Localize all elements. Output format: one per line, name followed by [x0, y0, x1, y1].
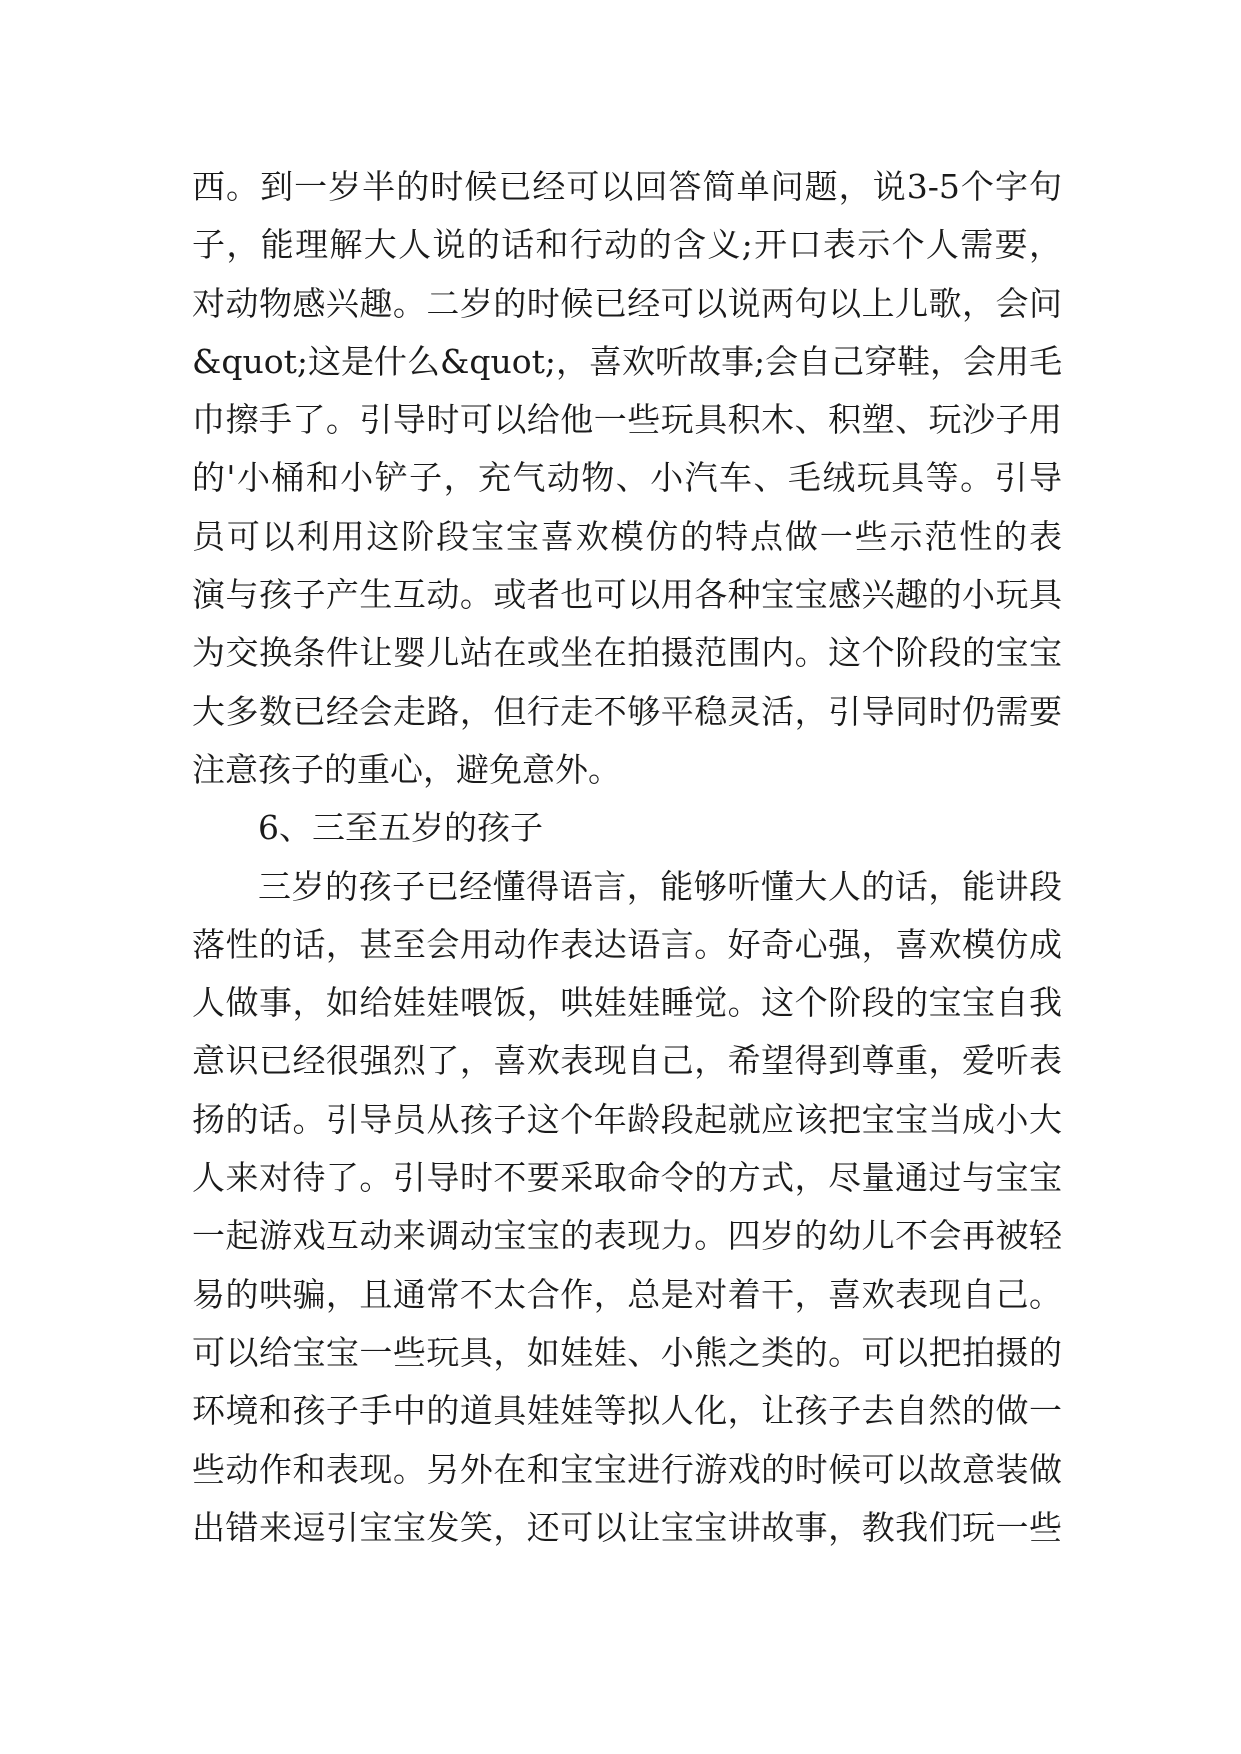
text-line: 可以给宝宝一些玩具，如娃娃、小熊之类的。可以把拍摄的: [192, 1332, 1062, 1372]
text-line: &quot;这是什么&quot;，喜欢听故事;会自己穿鞋，会用毛: [192, 341, 1063, 381]
text-line: 对动物感兴趣。二岁的时候已经可以说两句以上儿歌，会问: [192, 283, 1062, 323]
section-heading: 6、三至五岁的孩子: [258, 808, 543, 848]
text-line: 易的哄骗，且通常不太合作，总是对着干，喜欢表现自己。: [192, 1274, 1062, 1314]
text-line: 子，能理解大人说的话和行动的含义;开口表示个人需要，: [192, 225, 1062, 265]
text-line: 些动作和表现。另外在和宝宝进行游戏的时候可以故意装做: [192, 1449, 1062, 1489]
text-line: 扬的话。引导员从孩子这个年龄段起就应该把宝宝当成小大: [192, 1099, 1062, 1139]
text-line: 出错来逗引宝宝发笑，还可以让宝宝讲故事，教我们玩一些: [192, 1507, 1062, 1547]
text-line: 意识已经很强烈了，喜欢表现自己，希望得到尊重，爱听表: [192, 1041, 1062, 1081]
text-line: 注意孩子的重心，避免意外。: [192, 749, 621, 789]
text-line: 人来对待了。引导时不要采取命令的方式，尽量通过与宝宝: [192, 1158, 1062, 1198]
text-line: 的'小桶和小铲子，充气动物、小汽车、毛绒玩具等。引导: [192, 458, 1062, 498]
text-line: 大多数已经会走路，但行走不够平稳灵活，引导同时仍需要: [192, 691, 1062, 731]
text-line: 三岁的孩子已经懂得语言，能够听懂大人的话，能讲段: [258, 866, 1062, 906]
text-line: 一起游戏互动来调动宝宝的表现力。四岁的幼儿不会再被轻: [192, 1216, 1062, 1256]
text-line: 西。到一岁半的时候已经可以回答简单问题，说3-5个字句: [192, 167, 1062, 206]
text-line: 环境和孩子手中的道具娃娃等拟人化，让孩子去自然的做一: [192, 1391, 1062, 1431]
text-line: 巾擦手了。引导时可以给他一些玩具积木、积塑、玩沙子用: [192, 400, 1062, 440]
text-line: 员可以利用这阶段宝宝喜欢模仿的特点做一些示范性的表: [192, 516, 1062, 556]
text-line: 演与孩子产生互动。或者也可以用各种宝宝感兴趣的小玩具: [192, 575, 1062, 615]
text-line: 落性的话，甚至会用动作表达语言。好奇心强，喜欢模仿成: [192, 924, 1062, 964]
text-line: 人做事，如给娃娃喂饭，哄娃娃睡觉。这个阶段的宝宝自我: [192, 983, 1062, 1023]
text-line: 为交换条件让婴儿站在或坐在拍摄范围内。这个阶段的宝宝: [192, 633, 1062, 673]
document-body: [192, 158, 1062, 1557]
